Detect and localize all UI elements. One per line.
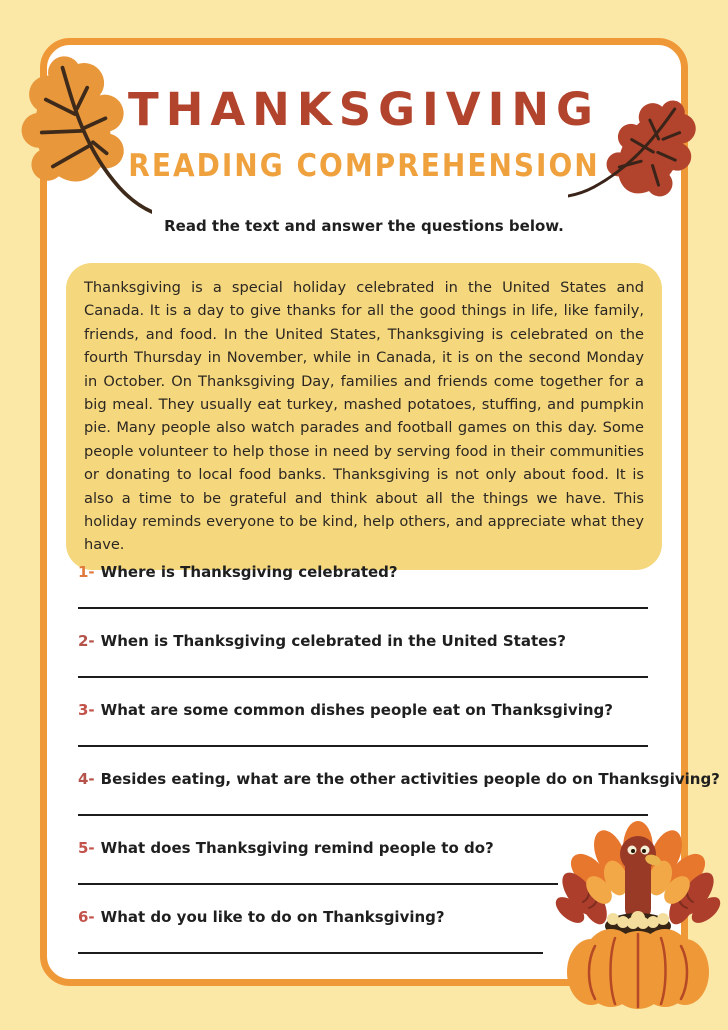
question-label: When is Thanksgiving celebrated in the United States? [100, 632, 566, 650]
question-2 [78, 632, 664, 701]
question-text [78, 770, 720, 788]
red-oak-leaf-icon [568, 80, 708, 265]
page-title: THANKSGIVING [128, 83, 600, 136]
question-label: Besides eating, what are the other activities people do on Thanksgiving? [100, 770, 720, 788]
question-text [78, 563, 398, 581]
question-number: 1- [78, 563, 95, 581]
question-label: What are some common dishes people eat on Thanksgiving? [100, 701, 613, 719]
question-text [78, 701, 613, 719]
question-text [78, 632, 566, 650]
question-3 [78, 701, 664, 770]
answer-line-5[interactable] [78, 883, 558, 885]
orange-oak-leaf-icon [14, 56, 152, 238]
question-label: Where is Thanksgiving celebrated? [100, 563, 398, 581]
question-number: 5- [78, 839, 95, 857]
answer-line-1[interactable] [78, 607, 648, 609]
page-subtitle: READING COMPREHENSION [128, 147, 600, 184]
question-label: What do you like to do on Thanksgiving? [100, 908, 445, 926]
question-number: 4- [78, 770, 95, 788]
question-text [78, 908, 445, 926]
turkey-in-pumpkin-icon [553, 814, 723, 1010]
answer-line-6[interactable] [78, 952, 543, 954]
answer-line-2[interactable] [78, 676, 648, 678]
answer-line-3[interactable] [78, 745, 648, 747]
question-1 [78, 563, 664, 632]
question-number: 3- [78, 701, 95, 719]
instruction-text: Read the text and answer the questions below. [164, 217, 564, 235]
reading-passage: Thanksgiving is a special holiday celebrated in the United States and Canada. It is a day to give thanks for all the good things in life, like family, friends, and food. In the United States, Thanksgiving is celebrated on the fourth Thursday in November, while in Canada, it is on the second Monday in October. On Thanksgiving Day, families and friends come together for a big meal. They usually eat turkey, mashed potatoes, stuffing, and pumpkin pie. Many people also watch parades and football games on this day. Some people volunteer to help those in need by serving food in their communities or donating to local food banks. Thanksgiving is not only about food. It is also a time to be grateful and think about all the things we have. This holiday reminds everyone to be kind, help others, and appreciate what they have. [66, 263, 662, 570]
question-number: 2- [78, 632, 95, 650]
question-number: 6- [78, 908, 95, 926]
question-text [78, 839, 494, 857]
question-label: What does Thanksgiving remind people to do? [100, 839, 494, 857]
